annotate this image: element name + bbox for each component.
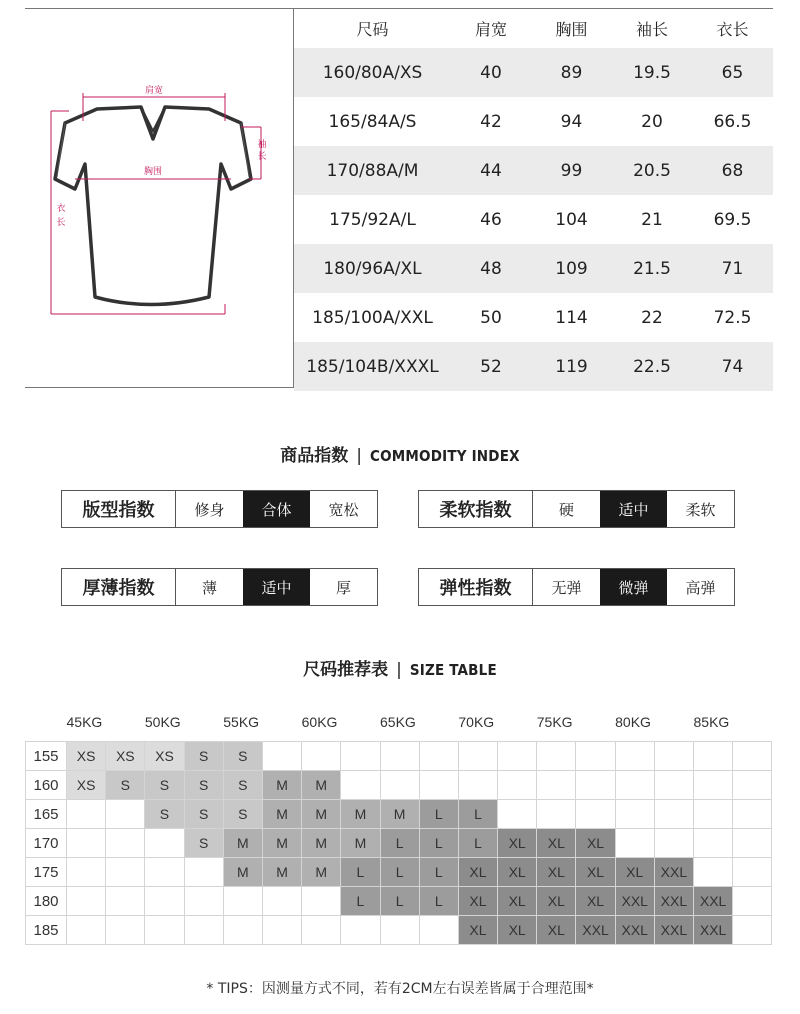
- size-cell: 44: [451, 146, 531, 195]
- size-recommend-cell: [537, 771, 576, 800]
- size-recommend-table: [25, 703, 772, 945]
- size-recommend-cell: XL: [498, 858, 537, 887]
- size-recommend-cell: [67, 916, 106, 945]
- size-recommend-cell: XL: [498, 887, 537, 916]
- size-recommend-cell: [262, 916, 301, 945]
- index-label: 柔软指数: [419, 491, 533, 527]
- index-label: 弹性指数: [419, 569, 533, 605]
- size-recommend-cell: S: [184, 800, 223, 829]
- size-recommend-cell: [223, 887, 262, 916]
- size-recommend-cell: [733, 742, 772, 771]
- size-header-cell: 胸围: [555, 20, 588, 39]
- size-row: [294, 48, 773, 97]
- height-label: 160: [26, 771, 67, 800]
- weight-label: 70KG: [458, 703, 536, 742]
- index-option: 无弹: [551, 578, 582, 597]
- size-cell: 180/96A/XL: [294, 244, 451, 293]
- size-recommend-cell: [537, 742, 576, 771]
- size-table-header: [294, 9, 773, 48]
- size-cell: 74: [692, 342, 773, 391]
- height-row: [26, 829, 772, 858]
- weight-label: 85KG: [694, 703, 772, 742]
- size-cell: 22: [641, 307, 663, 328]
- size-cell: 165/84A/S: [328, 111, 417, 132]
- size-recommend-cell: M: [380, 800, 419, 829]
- size-cell: 89: [531, 48, 612, 97]
- size-recommend-cell: XXL: [576, 916, 615, 945]
- size-recommend-cell: M: [341, 800, 380, 829]
- index-option: 硬: [558, 500, 574, 519]
- size-recommend-cell: [458, 742, 497, 771]
- height-label: 175: [26, 858, 67, 887]
- size-cell: 185/100A/XXL: [312, 307, 433, 328]
- title-en: SIZE TABLE: [409, 661, 497, 679]
- size-cell: 22.5: [612, 342, 692, 391]
- size-row: [294, 97, 773, 146]
- size-recommend-cell: [184, 858, 223, 887]
- size-recommend-cell: XL: [576, 887, 615, 916]
- size-recommend-cell: [615, 829, 654, 858]
- size-recommend-cell: [184, 916, 223, 945]
- size-recommend-cell: [733, 800, 772, 829]
- size-cell: 52: [451, 342, 531, 391]
- chest-label: 胸围: [143, 167, 163, 177]
- size-recommend-cell: [694, 771, 733, 800]
- size-recommend-cell: L: [458, 800, 497, 829]
- index-option: 高弹: [685, 578, 716, 597]
- size-recommend-cell: [67, 829, 106, 858]
- size-recommend-cell: XXL: [654, 916, 693, 945]
- size-recommend-cell: M: [223, 829, 262, 858]
- weight-label: 60KG: [302, 703, 380, 742]
- size-header-cell: 尺码: [356, 20, 389, 39]
- size-cell: 160/80A/XS: [294, 48, 451, 97]
- shoulder-label: 肩宽: [144, 86, 164, 96]
- height-row: [26, 771, 772, 800]
- weight-header-row: [26, 703, 772, 742]
- size-recommend-cell: [733, 887, 772, 916]
- fit-index: [61, 490, 378, 528]
- size-recommend-cell: S: [184, 742, 223, 771]
- index-option: 微弹: [600, 569, 667, 605]
- size-chart-section: [25, 8, 773, 388]
- size-row: [294, 146, 773, 195]
- weight-label: 55KG: [223, 703, 301, 742]
- size-cell: 119: [531, 342, 612, 391]
- size-recommend-cell: [498, 800, 537, 829]
- corner-cell: [26, 703, 67, 742]
- size-recommend-cell: XL: [576, 858, 615, 887]
- size-recommend-cell: XL: [537, 829, 576, 858]
- size-recommend-cell: [615, 742, 654, 771]
- index-label: 版型指数: [62, 491, 176, 527]
- size-recommend-cell: S: [184, 771, 223, 800]
- size-recommend-cell: [419, 742, 458, 771]
- size-recommend-cell: [106, 887, 145, 916]
- size-recommend-cell: XL: [458, 916, 497, 945]
- size-recommend-cell: XL: [537, 916, 576, 945]
- softness-index: [418, 490, 735, 528]
- weight-label: 80KG: [615, 703, 693, 742]
- size-recommend-cell: [733, 771, 772, 800]
- size-recommend-cell: S: [223, 742, 262, 771]
- sleeve-label: 袖长: [257, 140, 267, 162]
- size-recommend-cell: XS: [67, 771, 106, 800]
- size-recommend-cell: XS: [106, 742, 145, 771]
- weight-label: 50KG: [145, 703, 223, 742]
- size-recommend-cell: [733, 858, 772, 887]
- size-recommend-cell: S: [145, 771, 184, 800]
- size-recommend-cell: [576, 742, 615, 771]
- size-recommend-cell: [615, 800, 654, 829]
- size-recommend-cell: [262, 742, 301, 771]
- size-recommend-cell: [576, 800, 615, 829]
- size-recommend-cell: [654, 829, 693, 858]
- size-recommend-cell: L: [419, 887, 458, 916]
- size-recommend-cell: L: [458, 829, 497, 858]
- height-label: 185: [26, 916, 67, 945]
- size-recommend-cell: XXL: [654, 858, 693, 887]
- size-recommend-cell: [106, 829, 145, 858]
- size-cell: 114: [555, 307, 588, 328]
- title-cn: 商品指数: [280, 446, 349, 466]
- index-option: 修身: [194, 500, 225, 519]
- size-recommend-cell: M: [262, 829, 301, 858]
- size-recommend-cell: [302, 742, 341, 771]
- size-row: [294, 342, 773, 391]
- size-recommend-cell: XS: [145, 742, 184, 771]
- size-cell: 175/92A/L: [329, 209, 416, 230]
- size-recommend-cell: [498, 742, 537, 771]
- size-recommend-cell: XL: [537, 858, 576, 887]
- size-recommend-cell: XXL: [615, 887, 654, 916]
- size-recommend-cell: XXL: [694, 887, 733, 916]
- size-row: [294, 293, 773, 342]
- size-cell: 71: [692, 244, 773, 293]
- thickness-index: [61, 568, 378, 606]
- size-table: [294, 9, 773, 391]
- size-recommend-cell: [106, 916, 145, 945]
- size-recommend-cell: [145, 887, 184, 916]
- elasticity-index: [418, 568, 735, 606]
- tshirt-measurement-diagram: [25, 9, 293, 387]
- size-recommend-cell: [145, 829, 184, 858]
- size-recommend-cell: XL: [498, 916, 537, 945]
- height-label: 155: [26, 742, 67, 771]
- size-recommend-cell: [67, 887, 106, 916]
- size-recommend-cell: [106, 858, 145, 887]
- size-recommend-cell: [537, 800, 576, 829]
- height-row: [26, 800, 772, 829]
- size-recommend-cell: [419, 771, 458, 800]
- size-recommend-cell: L: [419, 858, 458, 887]
- height-row: [26, 887, 772, 916]
- size-recommend-cell: [380, 742, 419, 771]
- size-cell: 69.5: [713, 209, 752, 230]
- size-recommend-cell: S: [223, 800, 262, 829]
- size-cell: 50: [480, 307, 502, 328]
- height-label: 165: [26, 800, 67, 829]
- size-recommend-cell: M: [302, 771, 341, 800]
- size-recommend-cell: [419, 916, 458, 945]
- size-recommend-cell: L: [341, 858, 380, 887]
- size-recommend-cell: [145, 916, 184, 945]
- size-recommend-cell: [654, 771, 693, 800]
- size-recommend-cell: [654, 800, 693, 829]
- size-recommend-cell: [654, 742, 693, 771]
- size-recommend-cell: M: [302, 800, 341, 829]
- weight-label: 65KG: [380, 703, 458, 742]
- index-option: 厚: [335, 578, 351, 597]
- size-recommend-cell: [184, 887, 223, 916]
- size-recommend-cell: [341, 771, 380, 800]
- size-recommend-cell: L: [341, 887, 380, 916]
- size-cell: 72.5: [713, 307, 752, 328]
- size-cell: 99: [531, 146, 612, 195]
- size-recommend-cell: L: [380, 887, 419, 916]
- size-cell: 20: [641, 111, 663, 132]
- size-recommend-cell: XS: [67, 742, 106, 771]
- index-option: 适中: [600, 491, 667, 527]
- size-cell: 94: [560, 111, 583, 132]
- size-recommend-cell: [302, 916, 341, 945]
- size-cell: 104: [555, 209, 588, 230]
- tshirt-diagram: [25, 9, 293, 387]
- index-option: 薄: [201, 578, 217, 597]
- size-cell: 46: [480, 209, 502, 230]
- index-label: 厚薄指数: [62, 569, 176, 605]
- size-recommend-cell: [341, 916, 380, 945]
- size-recommend-cell: M: [223, 858, 262, 887]
- size-recommend-cell: M: [302, 858, 341, 887]
- size-recommend-cell: XXL: [694, 916, 733, 945]
- size-recommend-cell: [341, 742, 380, 771]
- title-en: COMMODITY INDEX: [369, 447, 520, 465]
- size-recommend-cell: XL: [458, 858, 497, 887]
- size-recommend-cell: [380, 771, 419, 800]
- title-cn: 尺码推荐表: [303, 660, 389, 680]
- size-recommend-cell: [67, 800, 106, 829]
- size-recommend-cell: L: [380, 829, 419, 858]
- size-recommend-cell: [694, 742, 733, 771]
- size-cell: 66.5: [713, 111, 752, 132]
- size-cell: 68: [692, 146, 773, 195]
- size-recommend-cell: [145, 858, 184, 887]
- size-cell: 21.5: [612, 244, 692, 293]
- size-recommend-cell: [694, 858, 733, 887]
- size-recommend-cell: M: [302, 829, 341, 858]
- size-recommend-cell: [615, 771, 654, 800]
- size-recommend-cell: [380, 916, 419, 945]
- index-option: 宽松: [328, 500, 359, 519]
- size-recommend-cell: [458, 771, 497, 800]
- size-recommend-cell: M: [341, 829, 380, 858]
- size-recommend-cell: [67, 858, 106, 887]
- size-cell: 170/88A/M: [294, 146, 451, 195]
- size-cell: 48: [451, 244, 531, 293]
- weight-label: 45KG: [67, 703, 145, 742]
- index-option: 柔软: [685, 500, 716, 519]
- size-recommend-cell: XL: [498, 829, 537, 858]
- size-recommend-cell: M: [262, 858, 301, 887]
- size-cell: 65: [692, 48, 773, 97]
- size-recommend-cell: S: [106, 771, 145, 800]
- size-header-cell: 肩宽: [474, 20, 507, 39]
- size-recommend-cell: [106, 800, 145, 829]
- height-label: 180: [26, 887, 67, 916]
- size-recommend-cell: XL: [615, 858, 654, 887]
- length-label: 衣长: [56, 204, 66, 228]
- size-recommend-cell: S: [184, 829, 223, 858]
- size-recommend-cell: XXL: [654, 887, 693, 916]
- tips-note: * TIPS：因测量方式不同，若有2CM左右误差皆属于合理范围*: [206, 981, 594, 997]
- size-recommend-cell: M: [262, 800, 301, 829]
- size-recommend-cell: XL: [458, 887, 497, 916]
- size-recommend-cell: [262, 887, 301, 916]
- size-recommend-cell: [694, 800, 733, 829]
- size-recommend-cell: [694, 829, 733, 858]
- weight-label: 75KG: [537, 703, 615, 742]
- height-row: [26, 742, 772, 771]
- size-cell: 20.5: [612, 146, 692, 195]
- size-recommend-cell: XL: [576, 829, 615, 858]
- size-header-cell: 袖长: [635, 20, 668, 39]
- index-option: 合体: [243, 491, 310, 527]
- index-option: 适中: [243, 569, 310, 605]
- height-row: [26, 916, 772, 945]
- title-separator: |: [396, 660, 402, 680]
- size-recommend-cell: [302, 887, 341, 916]
- size-cell: 109: [531, 244, 612, 293]
- size-recommend-cell: [223, 916, 262, 945]
- size-row: [294, 244, 773, 293]
- commodity-index-title: [0, 441, 800, 466]
- size-header-cell: 衣长: [716, 20, 749, 39]
- size-recommend-cell: XL: [537, 887, 576, 916]
- size-recommend-title: [0, 655, 800, 680]
- size-recommend-cell: L: [419, 829, 458, 858]
- height-row: [26, 858, 772, 887]
- size-cell: 21: [641, 209, 663, 230]
- size-recommend-cell: M: [262, 771, 301, 800]
- size-cell: 19.5: [612, 48, 692, 97]
- size-cell: 185/104B/XXXL: [294, 342, 451, 391]
- size-recommend-cell: [733, 916, 772, 945]
- height-label: 170: [26, 829, 67, 858]
- size-recommend-cell: S: [145, 800, 184, 829]
- size-recommend-cell: [733, 829, 772, 858]
- size-cell: 40: [451, 48, 531, 97]
- size-recommend-cell: S: [223, 771, 262, 800]
- size-recommend-cell: XXL: [615, 916, 654, 945]
- size-cell: 42: [480, 111, 502, 132]
- size-recommend-cell: [576, 771, 615, 800]
- size-row: [294, 195, 773, 244]
- size-recommend-cell: L: [419, 800, 458, 829]
- size-recommend-cell: [498, 771, 537, 800]
- title-separator: |: [356, 446, 362, 466]
- size-recommend-cell: L: [380, 858, 419, 887]
